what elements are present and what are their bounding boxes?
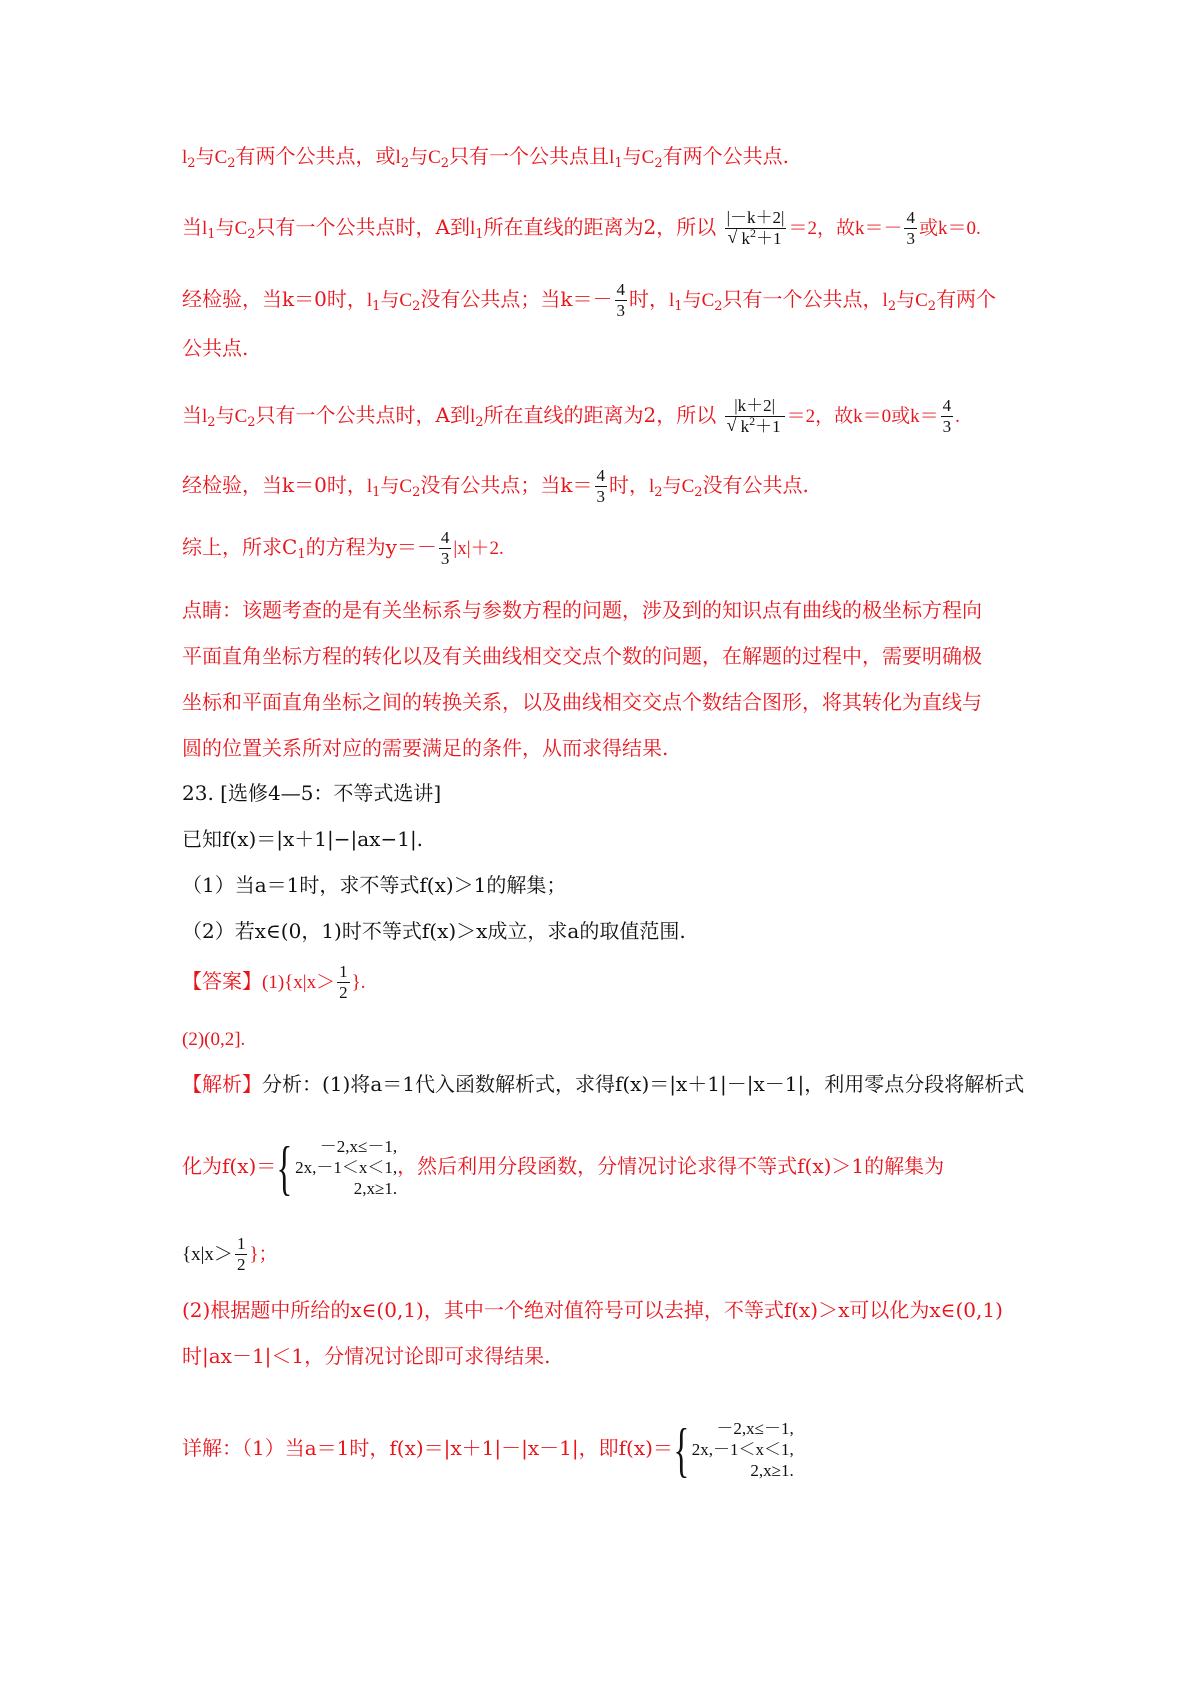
solution-line-3: 经检验，当k＝0时，$l_1$与$C_2$没有公共点；当k＝－ $\frac{4}{3}$ 时，$l_1$与$C_2$只有一个公共点，$l_2$与$C_2$有两个	[182, 280, 997, 320]
distance-fraction: |k＋2| √ $k^2+1$	[725, 396, 785, 437]
distance-fraction: |－k＋2| √ $k^2+1$	[725, 208, 787, 249]
answer-line-2: (2)(0,2].	[182, 1029, 246, 1050]
fraction: $\frac{4}{3}$	[440, 528, 450, 568]
solution-line-6: 经检验，当k＝0时，$l_1$与$C_2$没有公共点；当k＝ $\frac{4}{3}$ 时，$l_2$与$C_2$没有公共点.	[182, 466, 809, 506]
question-given: 已知f(x)＝|x＋1|−|ax−1|.	[182, 827, 424, 851]
question-title: 23. [选修4—5：不等式选讲]	[182, 781, 442, 805]
comment-line-4: 圆的位置关系所对应的需要满足的条件，从而求得结果.	[182, 736, 669, 760]
solution-line-1: $l_2$与$C_2$有两个公共点，或$l_2$与$C_2$只有一个公共点且$l_1$与$C_2$有两个公共点.	[182, 144, 789, 171]
question-part-1: （1）当a＝1时，求不等式f(x)＞1的解集；	[182, 873, 567, 897]
analysis-line-1: 【解析】分析：(1)将a＝1代入函数解析式，求得f(x)＝|x＋1|－|x－1|，利用零点分段将解析式	[182, 1072, 1025, 1096]
fraction: $\frac{1}{2}$	[339, 962, 348, 1002]
comment-line-1: 点睛：该题考查的是有关坐标系与参数方程的问题，涉及到的知识点有曲线的极坐标方程向	[182, 598, 982, 622]
solution-line-5: 当$l_2$与$C_2$只有一个公共点时，A到$l_2$所在直线的距离为2，所以 |k＋2| √ $k^2+1$ ＝2，故k＝0或k＝ $\frac{4}{3}$ .	[182, 396, 1050, 437]
fraction: $\frac{1}{2}$	[236, 1234, 246, 1274]
answer-line-1: 【答案】(1){x|x＞ $\frac{1}{2}$ }.	[182, 962, 366, 1002]
fraction: $\frac{4}{3}$	[596, 466, 605, 506]
fraction: $\frac{4}{3}$	[906, 208, 915, 248]
analysis-line-4: (2)根据题中所给的x∈(0,1)，其中一个绝对值符号可以去掉，不等式f(x)＞x可以化为x∈(0,1)	[182, 1298, 1003, 1322]
fraction: $\frac{4}{3}$	[616, 280, 625, 320]
solution-line-4: 公共点.	[182, 336, 249, 360]
analysis-line-5: 时|ax－1|＜1，分情况讨论即可求得结果.	[182, 1344, 551, 1368]
piecewise-function: { －2,x≤－1, 2x,－1＜x＜1, 2,x≥1.	[276, 1134, 398, 1201]
piecewise-function: { －2,x≤－1, 2x,－1＜x＜1, 2,x≥1.	[673, 1416, 794, 1483]
solution-line-2: 当$l_1$与$C_2$只有一个公共点时，A到$l_1$所在直线的距离为2，所以 |－k＋2| √ $k^2+1$ ＝2，故k＝－ $\frac{4}{3}$ 或k＝0.	[182, 208, 1050, 249]
detail-line-1: 详解：（1）当a＝1时，f(x)＝|x＋1|－|x－1|，即f(x)＝ { －2,x≤－1, 2x,－1＜x＜1, 2,x≥1.	[182, 1416, 794, 1483]
question-part-2: （2）若x∈(0，1)时不等式f(x)＞x成立，求a的取值范围.	[182, 919, 686, 943]
analysis-line-2: 化为f(x)＝ { －2,x≤－1, 2x,－1＜x＜1, 2,x≥1. ，然后利用分段函数，分情况讨论求得不等式f(x)＞1的解集为	[182, 1134, 945, 1201]
analysis-line-3: {x|x＞ $\frac{1}{2}$ }；	[182, 1234, 278, 1274]
solution-line-7: 综上，所求$C_1$的方程为y＝－ $\frac{4}{3}$ |x|＋2.	[182, 528, 504, 568]
comment-line-3: 坐标和平面直角坐标之间的转换关系，以及曲线相交交点个数结合图形，将其转化为直线与	[182, 690, 982, 714]
fraction: $\frac{4}{3}$	[942, 396, 952, 436]
comment-line-2: 平面直角坐标方程的转化以及有关曲线相交交点个数的问题，在解题的过程中，需要明确极	[182, 644, 982, 668]
